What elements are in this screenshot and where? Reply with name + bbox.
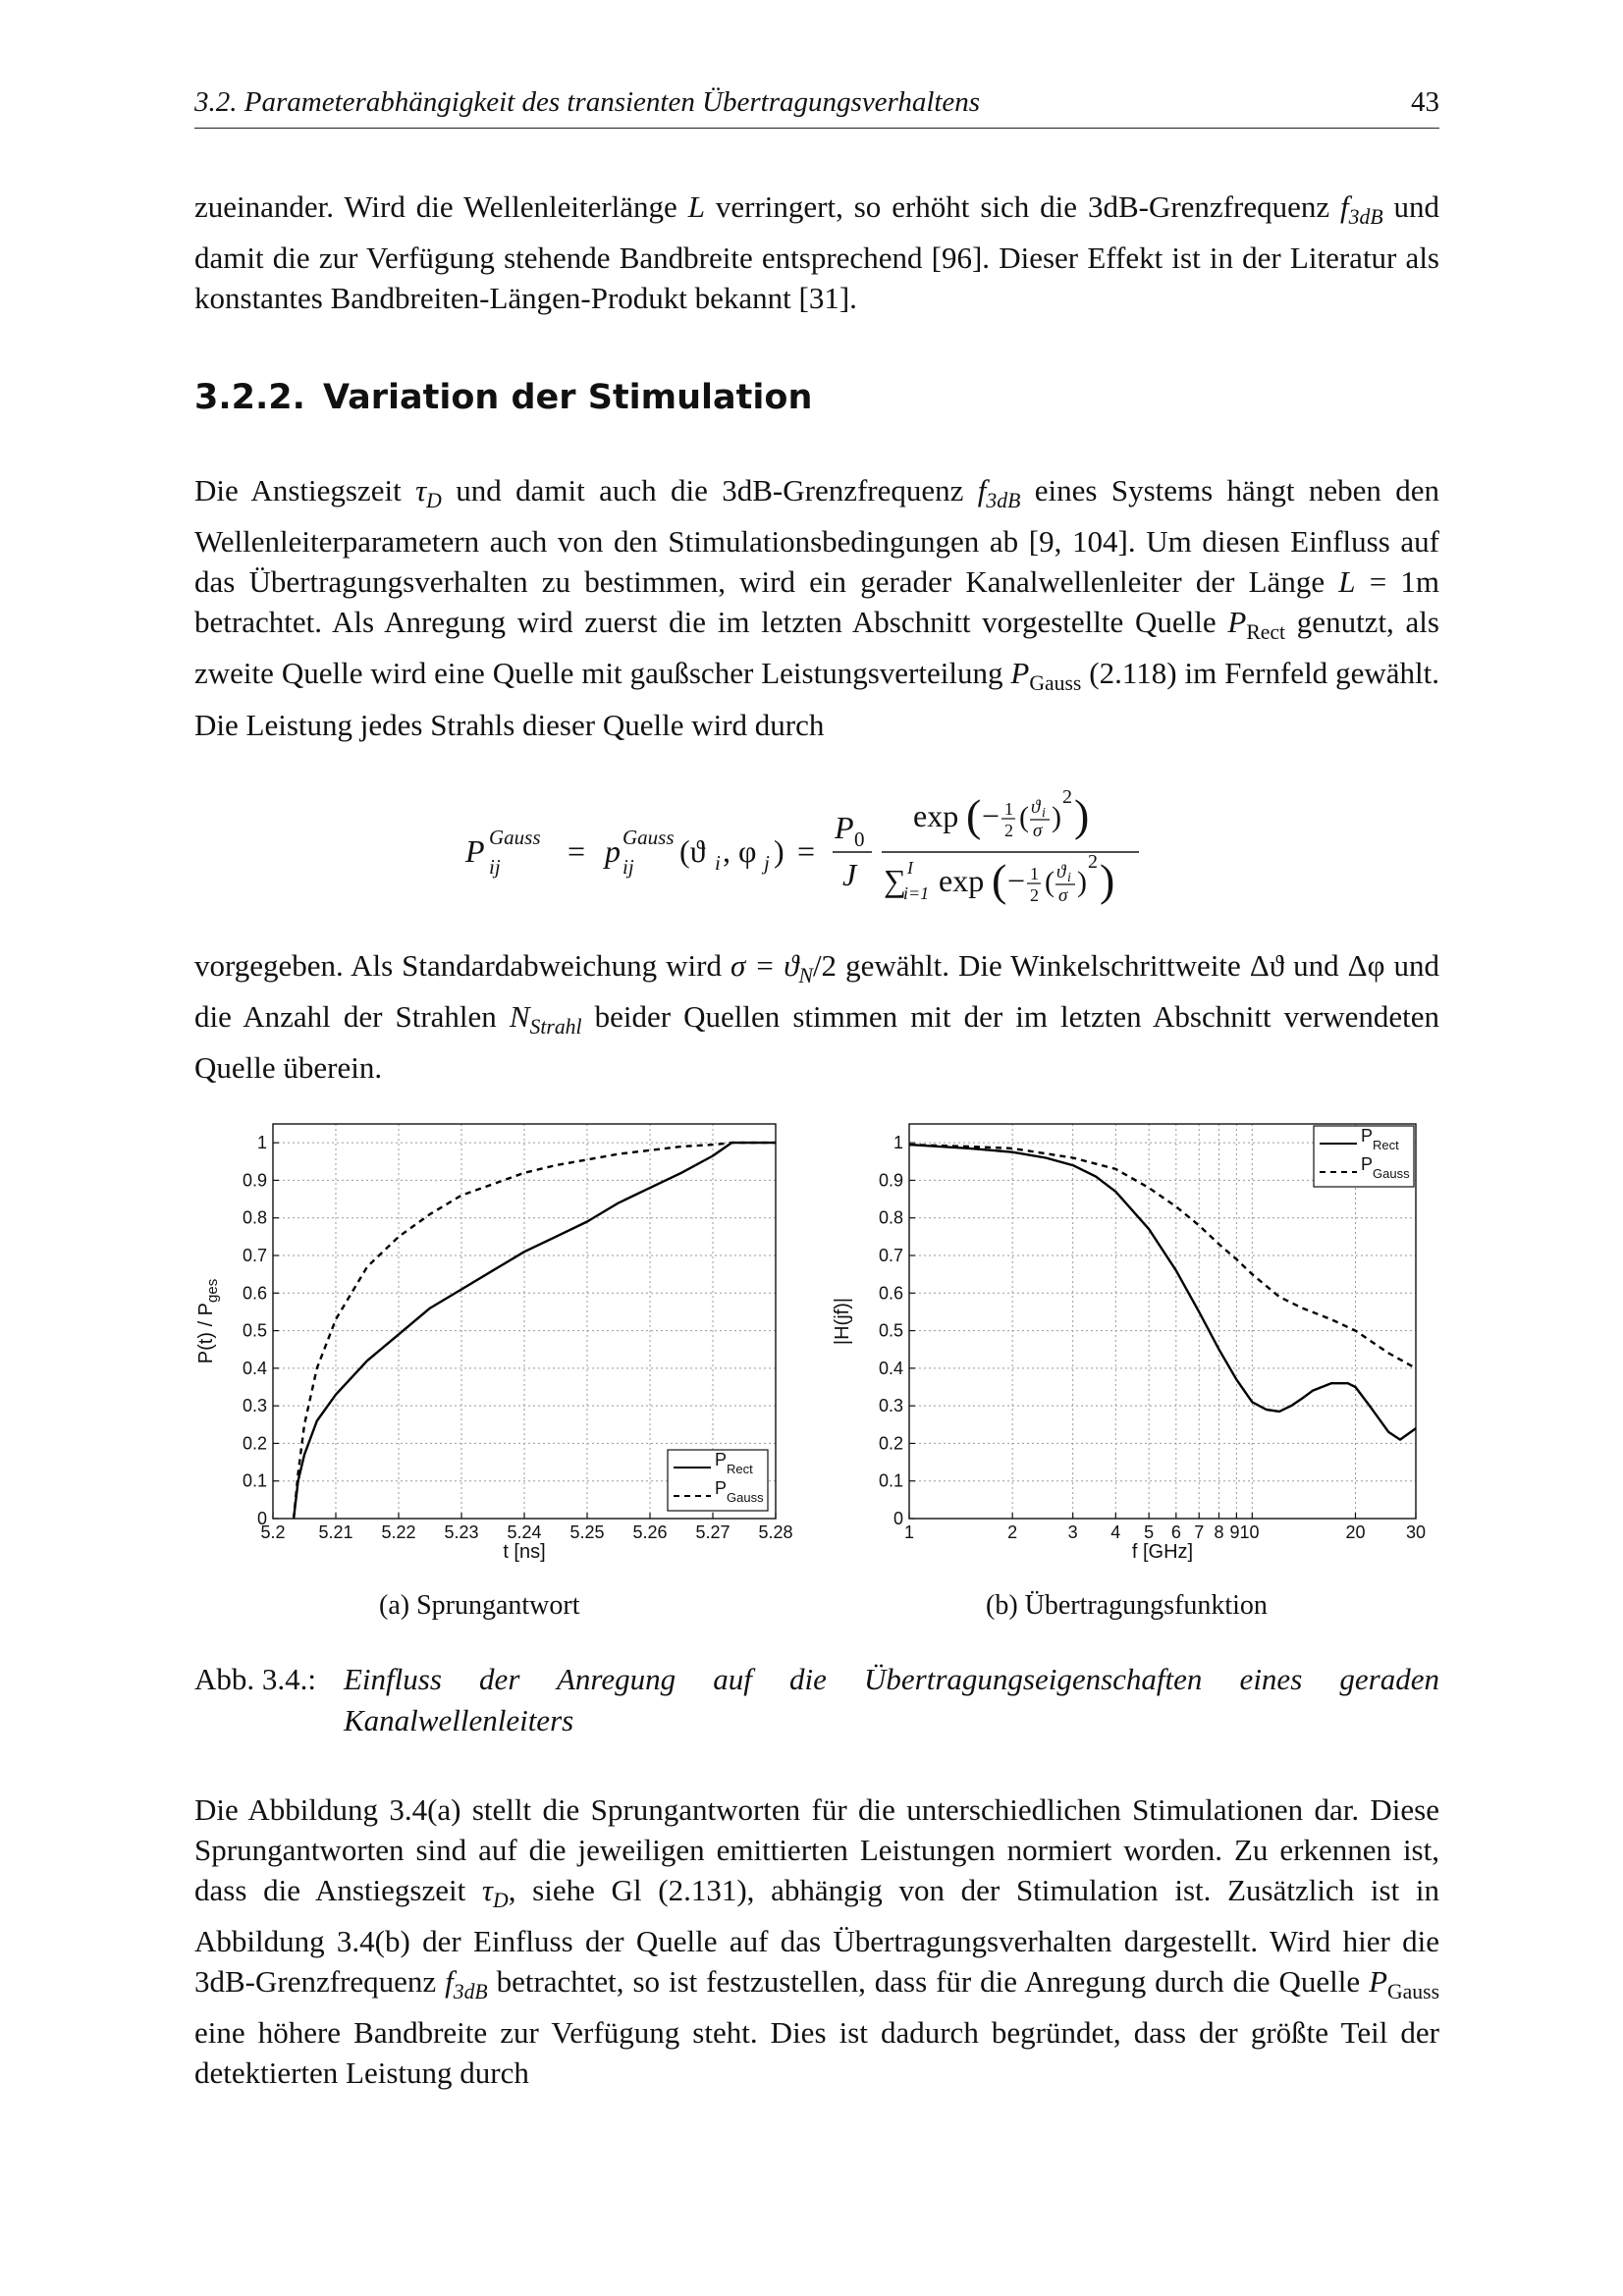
chart-step-response (196, 1114, 795, 1585)
y-tick-label: 0.6 (242, 1283, 267, 1304)
eq-den-lparen: ( (992, 855, 1007, 905)
x-tick-label: 3 (1067, 1522, 1078, 1542)
eq-p: p (605, 833, 621, 869)
intro-paragraph (194, 187, 1439, 318)
math-f3db: f (1340, 189, 1349, 224)
x-axis-label: f [GHz] (1131, 1541, 1194, 1563)
text-run: Die Anstiegszeit (194, 473, 416, 507)
eq-args-open: (ϑ (679, 833, 706, 869)
eq-num-half-den: 2 (1004, 821, 1013, 840)
eq-lhs-sup: Gauss (489, 826, 541, 849)
legend-label-sub: Gauss (727, 1490, 764, 1505)
text-run: genutzt, als zweite Quelle wird eine Quelle mit gaußscher Leistungsverteilung (194, 605, 1439, 691)
x-tick-label: 1 (903, 1522, 915, 1542)
eq-lhs-sub: ij (489, 855, 501, 879)
x-tick-label: 5.26 (632, 1522, 668, 1542)
x-tick-label: 5 (1144, 1522, 1155, 1542)
eq-den-minus: − (1007, 863, 1026, 898)
eq-p-sup: Gauss (622, 826, 675, 849)
eq-num-lparen: ( (966, 790, 982, 840)
x-tick-label: 30 (1405, 1522, 1427, 1542)
y-tick-label: 0.2 (242, 1433, 267, 1454)
figure-transfer-function (832, 1114, 1434, 1590)
y-tick-label: 0.4 (878, 1358, 903, 1378)
text-run: eine höhere Bandbreite zur Verfügung steht. Dies ist dadurch begründet, dass der größte Teil der detektierten Leistung durch (194, 2015, 1439, 2091)
y-tick-label: 0.9 (242, 1170, 267, 1191)
eq-den-rparen: ) (1100, 855, 1115, 905)
eq-den-half-num: 1 (1030, 864, 1039, 883)
math-sub: Gauss (1029, 671, 1082, 696)
text-run: und damit auch die 3dB-Grenzfrequenz (441, 473, 978, 507)
math-sub: 3dB (986, 489, 1021, 513)
y-axis-label-sub: ges (204, 1278, 221, 1303)
text-run: eines Systems hängt neben den Wellenleiterparametern auch von den Stimulationsbedingungen ab [9, 104]. Um diesen Einfluss auf das Übertragungsverhalten zu bestimmen, wird ein gerader Kanalwellenleiter der Länge (194, 473, 1439, 600)
math-f: f (445, 1964, 454, 2000)
eq-num-half-num: 1 (1004, 799, 1013, 819)
y-axis-label: |H(jf)| (832, 1297, 853, 1346)
math-L: L (1338, 564, 1356, 600)
x-tick-label: 5.21 (318, 1522, 353, 1542)
text-run: beider Quellen stimmen mit der im letzten Abschnitt verwendeten Quelle überein. (194, 999, 1439, 1086)
y-axis-label: $P(t) / P_{ges}$ (195, 1278, 221, 1364)
math-sub: Gauss (1387, 1980, 1440, 2004)
eq-num-theta-sub: i (1042, 806, 1046, 821)
eq-P0: P (835, 810, 854, 845)
math-P: P (1010, 656, 1030, 691)
eq-den-paren-r: ) (1077, 866, 1087, 898)
page-number: 43 (1411, 86, 1439, 118)
math-L: L (687, 189, 705, 224)
math-P: P (1369, 1964, 1387, 2000)
gauss-equation (452, 775, 1198, 923)
x-tick-label: 8 (1214, 1522, 1224, 1542)
figure-step-response (196, 1114, 795, 1590)
x-tick-label: 7 (1194, 1522, 1205, 1542)
subcaption-a: (a) Sprungantwort (379, 1590, 580, 1621)
eq-den-half-den: 2 (1030, 885, 1039, 905)
section-number: 3.2.2. (194, 378, 305, 417)
math-P: P (1227, 605, 1247, 640)
math-tau: τ (481, 1873, 494, 1907)
x-tick-label: 5.23 (444, 1522, 479, 1542)
math-sub: Strahl (529, 1015, 582, 1040)
eq-den-theta: ϑ (1056, 862, 1066, 882)
eq-P0-sub: 0 (854, 828, 865, 851)
eq-den-square: 2 (1088, 851, 1098, 873)
eq-den-theta-sub: i (1067, 871, 1071, 885)
paragraph-discussion (194, 1789, 1439, 2093)
math-sub: D (426, 489, 442, 513)
eq-lhs-P: P (465, 833, 485, 869)
x-tick-label: 20 (1345, 1522, 1366, 1542)
y-tick-label: 0.3 (878, 1396, 903, 1416)
eq-args-comma: , φ (723, 833, 757, 869)
y-tick-label: 0.1 (878, 1470, 903, 1491)
y-tick-label: 0 (256, 1509, 267, 1528)
header-section-title: 3.2. Parameterabhängigkeit des transienten Übertragungsverhaltens (194, 86, 981, 118)
section-title: Variation der Stimulation (322, 378, 813, 417)
caption-line-2: Kanalwellenleiters (344, 1703, 574, 1737)
eq-num-square: 2 (1062, 786, 1072, 808)
eq-num-sigma: σ (1033, 821, 1043, 841)
y-tick-label: 1 (256, 1133, 267, 1153)
x-tick-label: 5.2 (260, 1522, 286, 1542)
text-run: zueinander. Wird die Wellenleiterlänge (194, 189, 688, 224)
eq-num-exp: exp (913, 798, 959, 833)
x-tick-label: 5.28 (758, 1522, 793, 1542)
math-sub: N (798, 964, 813, 988)
x-tick-label: 4 (1110, 1522, 1121, 1542)
x-tick-label: 5.27 (695, 1522, 730, 1542)
legend-label-rect: $P_{Rect}$ (1361, 1126, 1399, 1152)
x-tick-label: 5.25 (569, 1522, 605, 1542)
legend-label-gauss: $P_{Gauss}$ (1361, 1154, 1410, 1181)
y-tick-label: 0.9 (878, 1170, 903, 1191)
text-run: betrachtet, so ist festzustellen, dass für die Anregung durch die Quelle (487, 1964, 1370, 2000)
y-tick-label: 0.1 (242, 1470, 267, 1491)
eq-num-paren-l: ( (1019, 801, 1029, 833)
text-run: = 1m betrachtet. Als Anregung wird zuerst die im letzten Abschnitt vorgestellte Quelle (194, 564, 1439, 640)
text-run: Die Abbildung 3.4(a) stellt die Sprungantworten für die unterschiedlichen Stimulationen dar. Diese Sprungantworten sind auf die jeweiligen emittierten Leistungen normiert worden. Zu erkennen ist, dass die Anstiegszeit (194, 1792, 1439, 1907)
text-run: (2.118) im Fernfeld gewählt. Die Leistung jedes Strahls dieser Quelle wird durch (194, 656, 1440, 742)
y-tick-label: 0 (893, 1509, 903, 1528)
chart-transfer-function (832, 1114, 1434, 1585)
y-tick-label: 0.6 (878, 1283, 903, 1304)
y-tick-label: 0.5 (242, 1320, 267, 1341)
y-tick-label: 1 (893, 1133, 903, 1153)
text-run: , siehe Gl (2.131), abhängig von der Stimulation ist. Zusätzlich ist in Abbildung 3.4(b) der Einfluss der Quelle auf das Übertragungsverhalten dargestellt. Wird hier die 3dB-Grenzfrequenz (194, 1873, 1440, 2000)
x-tick-label: 5.24 (507, 1522, 542, 1542)
y-tick-label: 0.7 (242, 1246, 267, 1265)
legend-label-sub: Rect (727, 1462, 753, 1476)
eq-den-sum: ∑ (884, 863, 906, 898)
legend-label-sub: Gauss (1373, 1166, 1410, 1181)
legend-label-sub: Rect (1373, 1138, 1399, 1152)
y-tick-label: 0.5 (878, 1320, 903, 1341)
y-tick-label: 0.8 (878, 1207, 903, 1228)
eq-den-exp: exp (939, 863, 985, 898)
x-tick-label: 6 (1170, 1522, 1181, 1542)
eq-num-rparen: ) (1074, 790, 1090, 840)
eq-equals-1: = (568, 833, 586, 869)
y-tick-label: 0.2 (878, 1433, 903, 1454)
text-run: verringert, so erhöht sich die 3dB-Grenzfrequenz (704, 189, 1341, 224)
math-sub: 3dB (1348, 205, 1383, 230)
text-run: und damit die zur Verfügung stehende Bandbreite entsprechend [96]. Dieser Effekt ist in der Literatur als konstantes Bandbreiten-Längen-Produkt bekannt [31]. (194, 189, 1440, 316)
eq-arg-i: i (715, 851, 721, 875)
running-header (194, 84, 1439, 129)
paragraph-stimulation (194, 470, 1439, 745)
eq-den-sum-sup: I (907, 858, 913, 878)
series-line-rect (909, 1145, 1416, 1440)
math-sigma: σ = ϑ (730, 948, 799, 983)
x-tick-label: 2 (1007, 1522, 1018, 1542)
eq-args-close: ) (774, 833, 784, 869)
text-run: vorgegeben. Als Standardabweichung wird (194, 948, 731, 983)
paragraph-sigma (194, 945, 1439, 1088)
caption-label: Abb. 3.4.: (194, 1662, 316, 1696)
math-tau: τ (415, 473, 427, 507)
eq-arg-j: j (764, 851, 770, 875)
eq-den-sigma: σ (1058, 885, 1068, 906)
caption-line-1: Einfluss der Anregung auf die Übertragungseigenschaften eines geraden (344, 1662, 1439, 1696)
y-tick-label: 0.4 (242, 1358, 267, 1378)
x-tick-label: 5.22 (381, 1522, 416, 1542)
eq-den-sum-sub: i=1 (903, 883, 930, 903)
x-tick-label: 910 (1229, 1522, 1260, 1542)
y-tick-label: 0.8 (242, 1207, 267, 1228)
y-tick-label: 0.3 (242, 1396, 267, 1416)
math-sub: D (493, 1889, 509, 1913)
math-sub: 3dB (453, 1980, 488, 2004)
eq-equals-2: = (797, 833, 816, 869)
legend-label-gauss: $P_{Gauss}$ (715, 1478, 764, 1505)
legend-label-rect: $P_{Rect}$ (715, 1450, 753, 1476)
caption-text (344, 1659, 1439, 1741)
eq-den-paren-l: ( (1045, 866, 1055, 898)
subcaption-b: (b) Übertragungsfunktion (986, 1590, 1268, 1621)
y-tick-label: 0.7 (878, 1246, 903, 1265)
eq-num-paren-r: ) (1052, 801, 1061, 833)
math-sub: Rect (1246, 620, 1286, 645)
eq-num-theta: ϑ (1031, 797, 1041, 818)
eq-num-minus: − (982, 798, 1001, 833)
section-heading (194, 378, 812, 417)
math-N: N (509, 999, 530, 1035)
x-axis-label: t [ns] (503, 1541, 546, 1563)
text-run: /2 gewählt. Die Winkelschrittweite Δϑ und Δφ und die Anzahl der Strahlen (194, 948, 1439, 1035)
eq-p-sub: ij (622, 855, 634, 879)
eq-J: J (842, 857, 857, 892)
math-f: f (977, 473, 987, 507)
